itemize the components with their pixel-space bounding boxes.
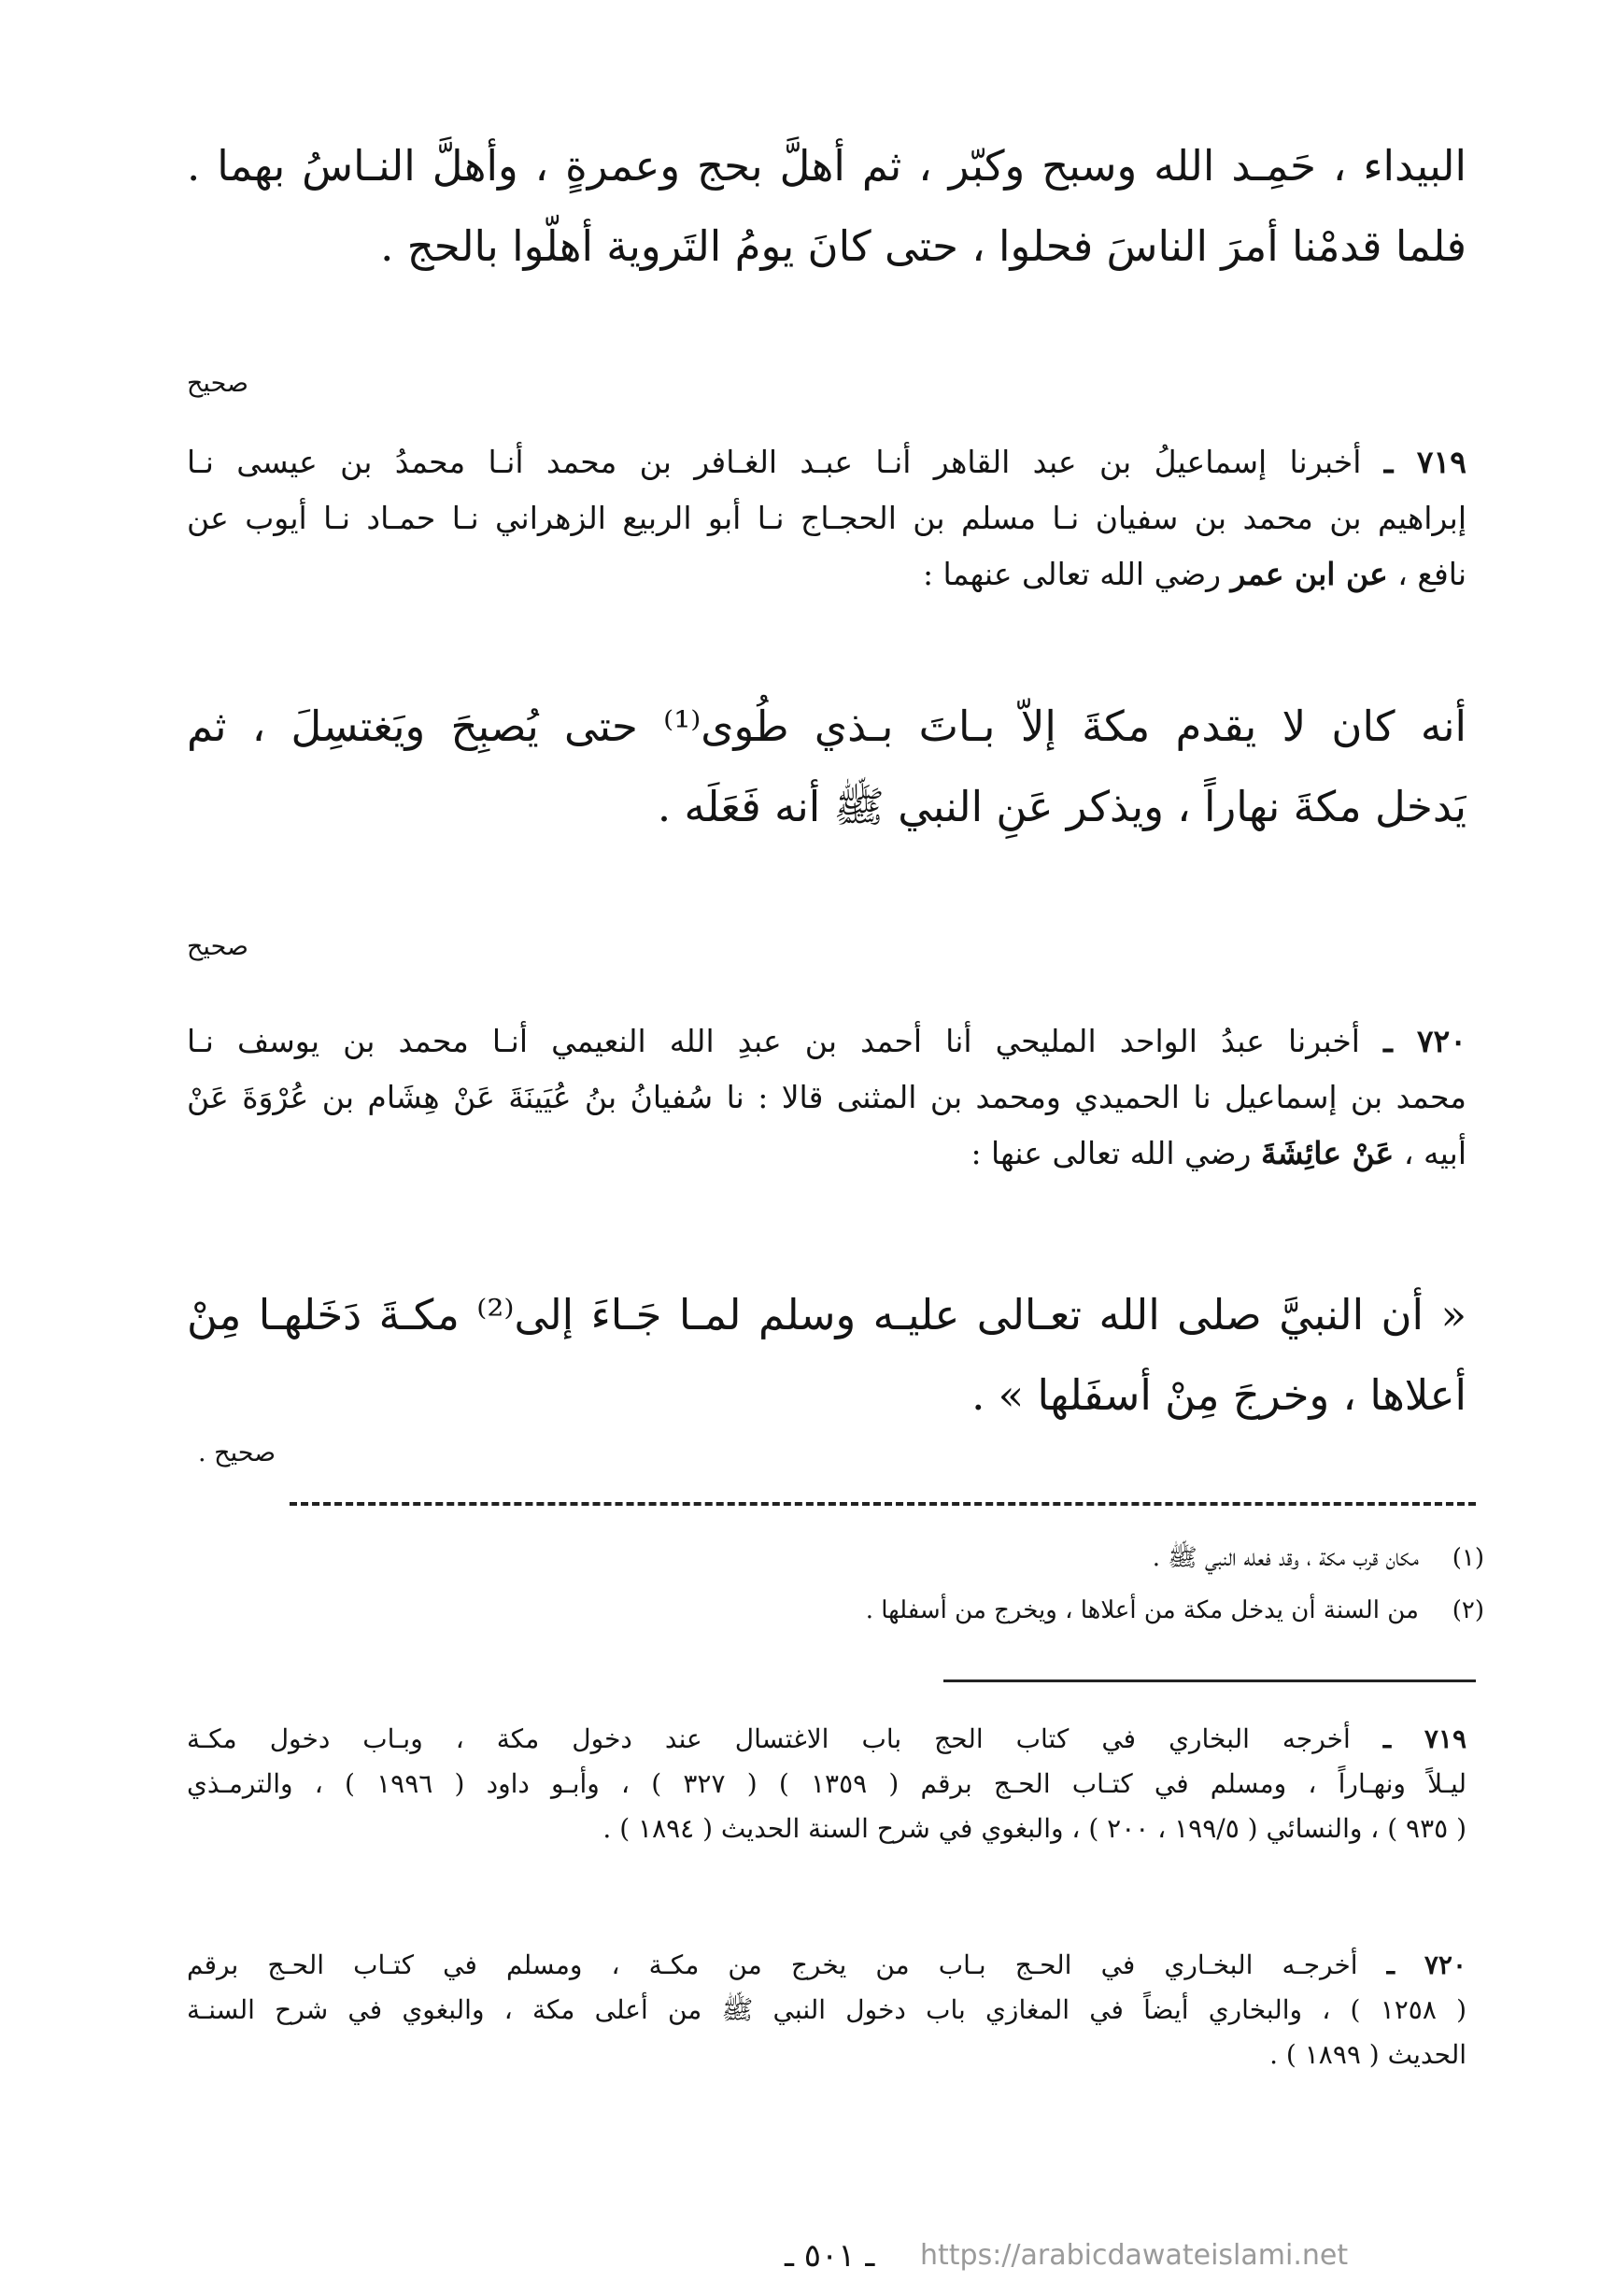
- takhrij-line: ( ١٢٥٨ ) ، والبخاري أيضاً في المغازي باب دخول النبي ﷺ من أعلى مكة ، والبغوي في شرح السنـة: [187, 1994, 1466, 2025]
- hadith-number: ٧١٩ ـ: [1382, 1723, 1466, 1754]
- hadith-grade: صحيح .: [198, 1439, 276, 1467]
- watermark-url: https://arabicdawateislami.net: [920, 2239, 1349, 2272]
- hadith-number: ٧٢٠ ـ: [1386, 1949, 1466, 1980]
- matn-line: « أن النبيَّ صلى الله تعـالى عليـه وسلم لمـا جَـاءَ إلى⁽²⁾ مكـةَ دَخَلهـا مِنْ: [187, 1290, 1466, 1339]
- matn-line: يَدخل مكةَ نهاراً ، ويذكر عَنِ النبي ﷺ أنه فَعَلَه .: [657, 782, 1466, 831]
- hadith-number: ٧١٩ ـ: [1383, 444, 1466, 480]
- footnote-item: (٢)من السنة أن يدخل مكة من أعلاها ، ويخرج من أسفلها .: [865, 1596, 1484, 1624]
- isnad-line: ٧١٩ ـ أخبرنا إسماعيلُ بن عبد القاهر أنـا عبـد الغـافر بن محمد أنـا محمدُ بن عيسى نـا: [187, 444, 1466, 480]
- hadith-720-matn: [187, 1275, 1466, 1436]
- footnote-item: (١)مكان قرب مكة ، وقد فعله النبي ﷺ .: [1152, 1544, 1484, 1572]
- text-line: فلما قدمْنا أمرَ الناسَ فحلوا ، حتى كانَ يومُ التَروية أهلّوا بالحج .: [380, 221, 1466, 271]
- takhrij-line: ليـلاً ونهـاراً ، ومسلم في كتـاب الحـج برقم ( ١٣٥٩ ) ( ٣٢٧ ) ، وأبـو داود ( ١٩٩٦ ) ، والترمـذي: [187, 1768, 1466, 1799]
- isnad-line: إبراهيم بن محمد بن سفيان نـا مسلم بن الحجـاج نـا أبو الربيع الزهراني نـا حمـاد نـا أيوب عن: [187, 500, 1466, 536]
- isnad-line: محمد بن إسماعيل نا الحميدي ومحمد بن المثنى قالا : نا سُفيانُ بنُ عُيَينَةَ عَنْ هِشَام بن عُرْوَةَ عَنْ: [187, 1079, 1466, 1115]
- hadith-719-matn: [187, 687, 1466, 847]
- text-line: البيداء ، حَمِـد الله وسبح وكبّر ، ثم أهلَّ بحج وعمرةٍ ، وأهلَّ النـاسُ بهما .: [187, 141, 1466, 191]
- takhrij-line: ٧٢٠ ـ أخرجـه البخـاري في الحـج بـاب من يخرج من مكـة ، ومسلم في كتـاب الحـج برقم: [187, 1949, 1466, 1980]
- takhrij-separator: [943, 1679, 1476, 1682]
- footnotes: [177, 1532, 1484, 1637]
- page-number: ـ ٥٠١ ـ: [785, 2237, 875, 2275]
- hadith-number: ٧٢٠ ـ: [1383, 1023, 1466, 1059]
- matn-line: أعلاها ، وخرجَ مِنْ أسفَلها » .: [971, 1370, 1466, 1420]
- continuation-text: [187, 126, 1466, 287]
- isnad-line: أبيه ، عَنْ عائِشَةَ رضي الله تعالى عنها :: [971, 1135, 1466, 1171]
- takhrij-line: ٧١٩ ـ أخرجه البخاري في كتاب الحج باب الاغتسال عند دخول مكة ، وبـاب دخول مكـة: [187, 1723, 1466, 1754]
- takhrij-719: [187, 1717, 1466, 1851]
- narrator-name: عَنْ عائِشَةَ: [1260, 1135, 1395, 1171]
- hadith-grade: صحيح: [187, 932, 248, 961]
- isnad-line: نافع ، عن ابن عمر رضي الله تعالى عنهما :: [922, 556, 1466, 592]
- matn-line: أنه كان لا يقدم مكةَ إلاّ بـاتَ بـذي طُوى⁽¹⁾ حتى يُصبِحَ ويَغتسِلَ ، ثم: [187, 702, 1466, 751]
- footnote-separator: [290, 1502, 1476, 1506]
- hadith-720-isnad: [187, 1013, 1466, 1182]
- narrator-name: عن ابن عمر: [1230, 556, 1388, 592]
- takhrij-line: ( ٩٣٥ ) ، والنسائي ( ١٩٩/٥ ، ٢٠٠ ) ، والبغوي في شرح السنة الحديث ( ١٨٩٤ ) .: [602, 1813, 1466, 1844]
- takhrij-720: [187, 1943, 1466, 2077]
- isnad-line: ٧٢٠ ـ أخبرنا عبدُ الواحد المليحي أنا أحمد بن عبدِ الله النعيمي أنـا محمد بن يوسف نـا: [187, 1023, 1466, 1059]
- hadith-719-isnad: [187, 434, 1466, 602]
- hadith-grade: صحيح: [187, 369, 248, 398]
- takhrij-line: الحديث ( ١٨٩٩ ) .: [1269, 2039, 1466, 2070]
